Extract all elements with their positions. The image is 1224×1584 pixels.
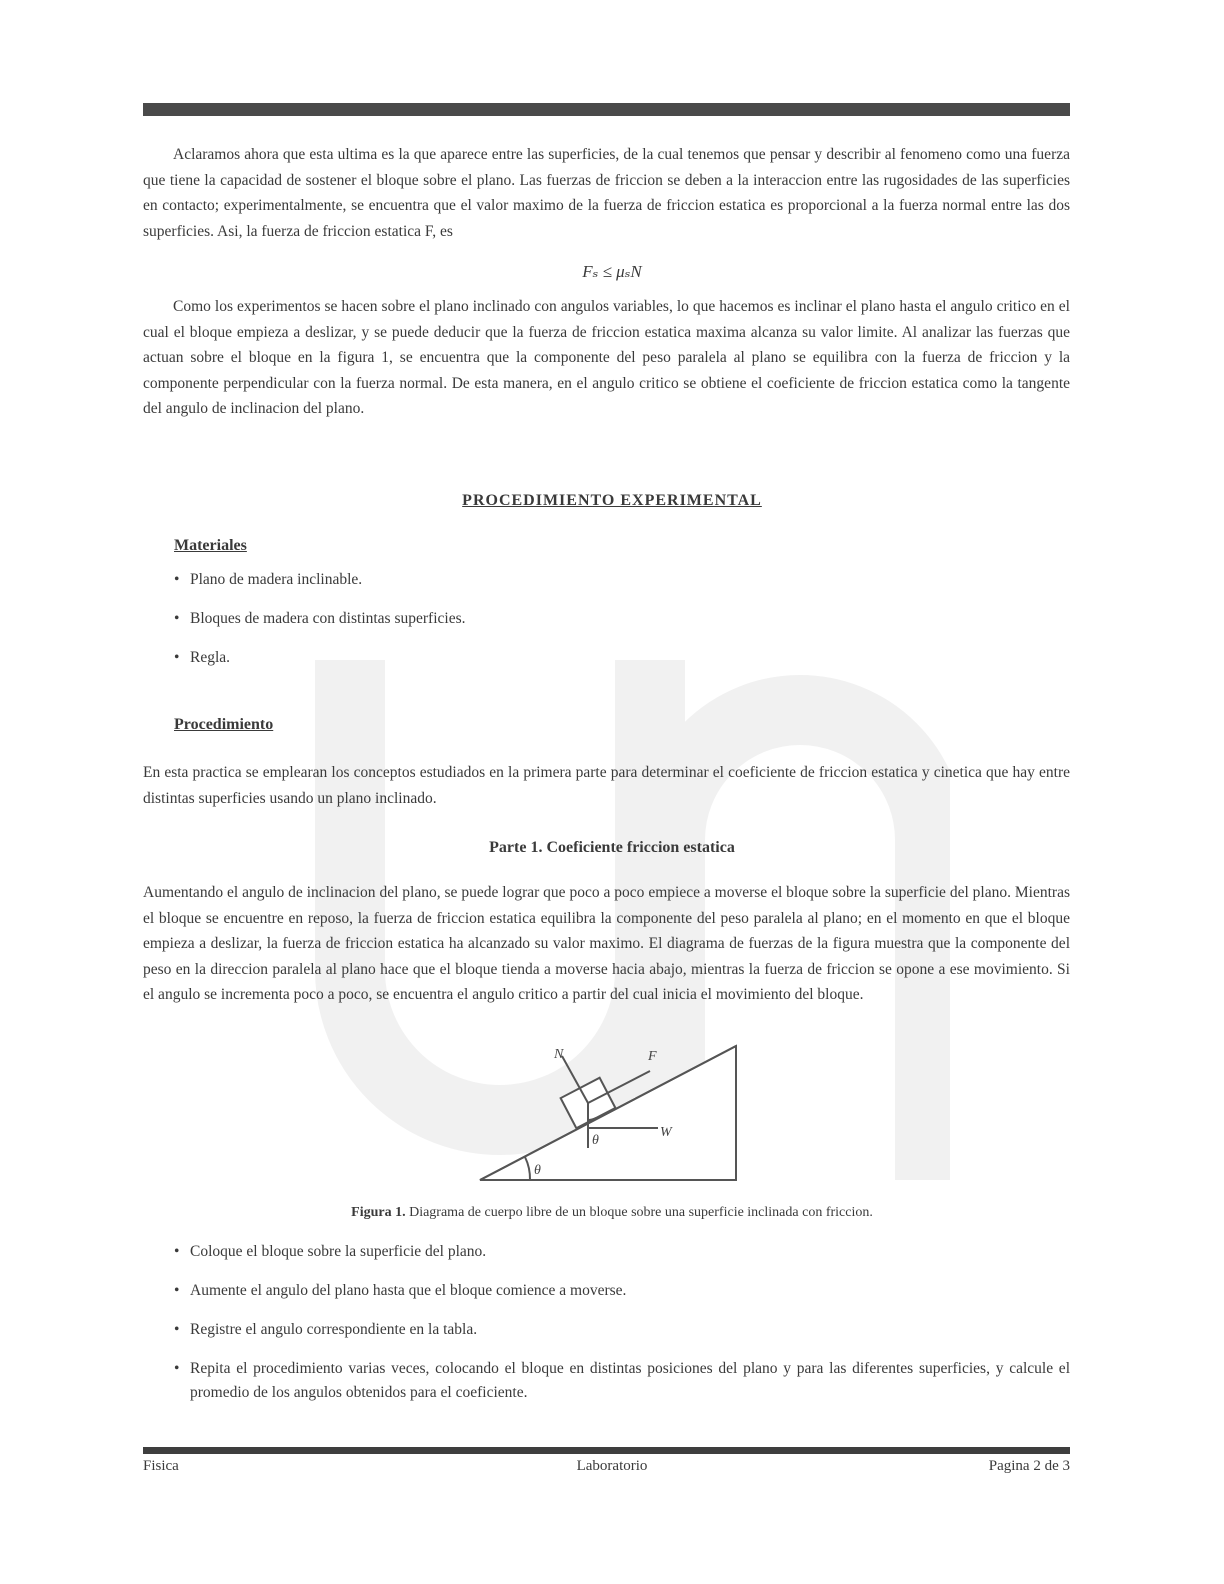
figure-caption-label: Figura 1. [351,1205,406,1220]
list-item: • Regla. [174,646,1070,670]
footer-rule [143,1447,1070,1454]
materials-list [174,568,1070,685]
procedure-heading: Procedimiento [174,716,274,733]
bullet-icon: • [174,610,180,627]
list-item: • Bloques de madera con distintas superficies. [174,607,1070,631]
bullet-icon: • [174,649,180,666]
procedure-steps-list [174,1240,1070,1420]
theory-paragraph-2: Como los experimentos se hacen sobre el plano inclinado con angulos variables, lo que hacemos es inclinar el plano hasta el angulo critico en el cual el bloque empieza a deslizar, y se puede deducir que la fuerza de friccion estatica maxima alcanza su valor limite. Al analizar las fuerzas que actuan sobre el bloque en la figura 1, se encuentra que la componente del peso paralela al plano se equilibra con la fuerza de friccion y la componente perpendicular con la fuerza normal. De esta manera, en el angulo critico se obtiene el coeficiente de friccion estatica como la tangente del angulo de inclinacion del plano. [143,298,1070,417]
block-angle-label: θ [592,1133,599,1148]
bullet-icon: • [174,571,180,588]
figure-caption [0,1205,1224,1221]
weight-label: W [660,1125,672,1140]
theory-paragraph-2-block [143,294,1070,422]
footer-center: Laboratorio [576,1458,648,1474]
list-item: • Repita el procedimiento varias veces, colocando el bloque en distintas posiciones del plano y para las diferentes superficies, y calcule el promedio de los angulos obtenidos para el coeficiente. [174,1357,1070,1405]
friction-formula: Fₛ ≤ μₛN [582,262,642,281]
part-1-paragraph-block [143,880,1070,1008]
list-item: • Aumente el angulo del plano hasta que el bloque comience a moverse. [174,1279,1070,1303]
bullet-icon: • [174,1360,180,1377]
bullet-icon: • [174,1243,180,1260]
list-item: • Registre el angulo correspondiente en la tabla. [174,1318,1070,1342]
list-item: • Plano de madera inclinable. [174,568,1070,592]
normal-force-label: N [554,1047,564,1062]
materials-heading: Materiales [174,537,247,554]
inclined-plane-diagram [474,1044,740,1186]
theory-paragraph: Aclaramos ahora que esta ultima es la que aparece entre las superficies, de la cual tenemos que pensar y describir al fenomeno como una fuerza que tiene la capacidad de sostener el bloque sobre el plano. Las fuerzas de friccion se deben a la interaccion entre las rugosidades de las superficies en contacto; experimentalmente, se encuentra que el valor maximo de la fuerza de friccion estatica es proporcional a la fuerza normal entre las dos superficies. Asi, la fuerza de friccion estatica F, es [143,146,1070,240]
bullet-icon: • [174,1282,180,1299]
part-1-title: Parte 1. Coeficiente friccion estatica [489,839,735,856]
intro-paragraph-block [143,142,1070,244]
footer-left: Fisica [143,1458,179,1474]
footer-page-number: Pagina 2 de 3 [988,1458,1070,1474]
friction-force-label: F [648,1049,657,1064]
procedure-intro: En esta practica se emplearan los conceptos estudiados en la primera parte para determinar el coeficiente de friccion estatica y cinetica que hay entre distintas superficies usando un plano inclinado. [143,764,1070,807]
procedure-intro-block [143,760,1070,811]
base-angle-label: θ [534,1163,541,1178]
list-item: • Coloque el bloque sobre la superficie del plano. [174,1240,1070,1264]
bullet-icon: • [174,1321,180,1338]
part-1-paragraph: Aumentando el angulo de inclinacion del plano, se puede lograr que poco a poco empiece a moverse el bloque sobre la superficie del plano. Mientras el bloque se encuentre en reposo, la fuerza de friccion estatica equilibra la componente del peso paralela al plano; en el momento en que el bloque empieza a deslizar, la fuerza de friccion estatica ha alcanzado su valor maximo. El diagrama de fuerzas de la figura muestra que la componente del peso en la direccion paralela al plano hace que el bloque tienda a moverse hacia abajo, mientras la fuerza de friccion se opone a ese movimiento. Si el angulo se incrementa poco a poco, se encuentra el angulo critico a partir del cual inicia el movimiento del bloque. [143,884,1070,1003]
section-title: PROCEDIMIENTO EXPERIMENTAL [462,492,762,509]
figure-caption-text: Diagrama de cuerpo libre de un bloque sobre una superficie inclinada con friccion. [409,1205,873,1220]
header-rule [143,103,1070,116]
